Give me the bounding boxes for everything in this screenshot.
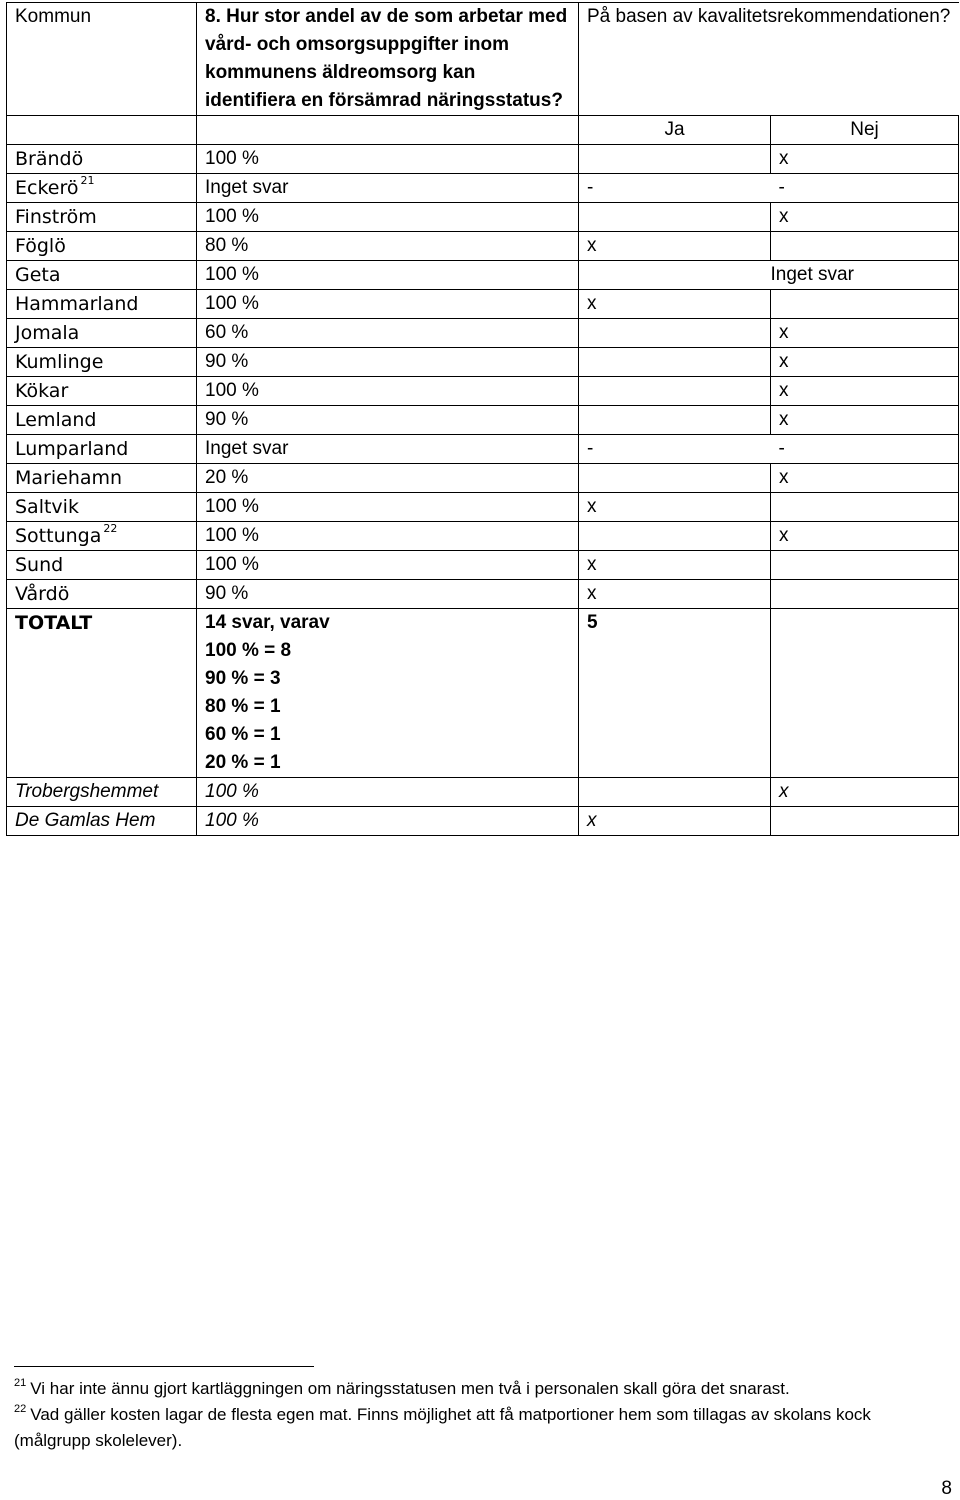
subheader-row [7, 116, 959, 145]
table-row [7, 551, 959, 580]
totalt-line: 20 % = 1 [205, 752, 281, 773]
header-basis: På basen av kavalitetsrekommendationen? [579, 3, 959, 116]
kommun-name: Brändö [15, 148, 84, 170]
header-row [7, 3, 959, 116]
kommun-cell [7, 174, 197, 203]
totalt-label: TOTALT [7, 609, 197, 778]
andel-cell: 100 % [197, 522, 579, 551]
ja-cell [579, 203, 771, 232]
kommun-cell [7, 551, 197, 580]
table-row [7, 377, 959, 406]
footnote-21 [14, 1376, 944, 1402]
nej-cell [771, 580, 959, 609]
nej-cell: Inget svar [771, 261, 959, 290]
totalt-nej [771, 609, 959, 778]
table-row [7, 261, 959, 290]
kommun-name: Mariehamn [15, 467, 123, 489]
andel-cell: 100 % [197, 807, 579, 836]
kommun-cell [7, 290, 197, 319]
footnote-text: Vad gäller kosten lagar de flesta egen mat. Finns möjlighet att få matportioner hem som tillagas av skolans kock (målgrupp skolelever). [14, 1405, 871, 1450]
kommun-name: Sottunga [15, 525, 102, 547]
nej-cell: x [771, 377, 959, 406]
table-row [7, 464, 959, 493]
kommun-name: Jomala [15, 322, 80, 344]
footnote-22 [14, 1402, 944, 1454]
kommun-cell [7, 522, 197, 551]
kommun-cell [7, 377, 197, 406]
nej-cell: x [771, 522, 959, 551]
ja-cell [579, 406, 771, 435]
nej-cell [771, 290, 959, 319]
andel-cell: 100 % [197, 551, 579, 580]
kommun-cell [7, 232, 197, 261]
footnote-text: Vi har inte ännu gjort kartläggningen om näringsstatusen men två i personalen skall göra det snarast. [30, 1379, 790, 1398]
nej-cell: x [771, 778, 959, 807]
table-row [7, 232, 959, 261]
andel-cell: Inget svar [197, 435, 579, 464]
kommun-cell [7, 145, 197, 174]
header-ja: Ja [579, 116, 771, 145]
kommun-name: Hammarland [15, 293, 139, 315]
nej-cell: x [771, 319, 959, 348]
header-nej: Nej [771, 116, 959, 145]
totalt-line: 60 % = 1 [205, 724, 281, 745]
table-row [7, 174, 959, 203]
nej-cell [771, 551, 959, 580]
ja-cell [579, 261, 771, 290]
table-row [7, 435, 959, 464]
kommun-name: Kökar [15, 380, 69, 402]
kommun-cell [7, 464, 197, 493]
andel-cell: 100 % [197, 493, 579, 522]
ja-cell: - [579, 435, 771, 464]
totalt-row [7, 609, 959, 778]
ja-cell: x [579, 232, 771, 261]
andel-cell: 20 % [197, 464, 579, 493]
andel-cell: 90 % [197, 348, 579, 377]
ja-cell: x [579, 580, 771, 609]
footnote-ref: 22 [103, 522, 118, 535]
kommun-name: Sund [15, 554, 64, 576]
table-row [7, 406, 959, 435]
ja-cell [579, 319, 771, 348]
andel-cell: 100 % [197, 290, 579, 319]
andel-cell: Inget svar [197, 174, 579, 203]
table-row [7, 778, 959, 807]
nej-cell [771, 493, 959, 522]
ja-cell: x [579, 807, 771, 836]
table-row [7, 493, 959, 522]
kommun-cell [7, 348, 197, 377]
kommun-cell: Trobergshemmet [7, 778, 197, 807]
andel-cell: 100 % [197, 203, 579, 232]
kommun-cell: De Gamlas Hem [7, 807, 197, 836]
ja-cell [579, 522, 771, 551]
table-row [7, 145, 959, 174]
ja-cell: x [579, 551, 771, 580]
ja-cell [579, 348, 771, 377]
totalt-line: 90 % = 3 [205, 668, 281, 689]
kommun-name: Lumparland [15, 438, 129, 460]
page-number: 8 [941, 1478, 952, 1499]
kommun-name: Eckerö [15, 177, 79, 199]
andel-cell: 100 % [197, 261, 579, 290]
nej-cell: x [771, 348, 959, 377]
footnote-number: 22 [14, 1403, 27, 1415]
kommun-name: Kumlinge [15, 351, 104, 373]
kommun-cell [7, 493, 197, 522]
andel-cell: 90 % [197, 406, 579, 435]
totalt-ja: 5 [579, 609, 771, 778]
andel-cell: 100 % [197, 145, 579, 174]
nej-cell: - [771, 174, 959, 203]
nej-cell: x [771, 406, 959, 435]
ja-cell: x [579, 493, 771, 522]
nej-cell: - [771, 435, 959, 464]
kommun-cell [7, 435, 197, 464]
table-row [7, 807, 959, 836]
table-row [7, 580, 959, 609]
totalt-summary [197, 609, 579, 778]
andel-cell: 80 % [197, 232, 579, 261]
table-row [7, 348, 959, 377]
totalt-line: 14 svar, varav [205, 612, 330, 633]
andel-cell: 100 % [197, 377, 579, 406]
kommun-cell [7, 580, 197, 609]
results-table [6, 2, 959, 836]
kommun-name: Geta [15, 264, 61, 286]
table-row [7, 203, 959, 232]
footnotes [14, 1376, 944, 1454]
nej-cell: x [771, 464, 959, 493]
table-row [7, 319, 959, 348]
kommun-name: Finström [15, 206, 97, 228]
kommun-cell [7, 261, 197, 290]
footnote-ref: 21 [80, 174, 95, 187]
ja-cell [579, 145, 771, 174]
totalt-line: 80 % = 1 [205, 696, 281, 717]
nej-cell: x [771, 203, 959, 232]
nej-cell [771, 232, 959, 261]
header-kommun: Kommun [7, 3, 197, 116]
totalt-line: 100 % = 8 [205, 640, 292, 661]
kommun-cell [7, 203, 197, 232]
nej-cell [771, 807, 959, 836]
ja-cell [579, 778, 771, 807]
ja-cell: - [579, 174, 771, 203]
table-row [7, 290, 959, 319]
andel-cell: 60 % [197, 319, 579, 348]
ja-cell [579, 377, 771, 406]
andel-cell: 100 % [197, 778, 579, 807]
footnote-divider [14, 1366, 314, 1367]
kommun-name: Vårdö [15, 583, 70, 605]
nej-cell: x [771, 145, 959, 174]
andel-cell: 90 % [197, 580, 579, 609]
subheader-empty-2 [197, 116, 579, 145]
table-row [7, 522, 959, 551]
kommun-cell [7, 406, 197, 435]
subheader-empty-1 [7, 116, 197, 145]
kommun-name: Lemland [15, 409, 97, 431]
footnote-number: 21 [14, 1377, 27, 1389]
kommun-cell [7, 319, 197, 348]
kommun-name: Föglö [15, 235, 66, 257]
ja-cell: x [579, 290, 771, 319]
ja-cell [579, 464, 771, 493]
kommun-name: Saltvik [15, 496, 79, 518]
header-question: 8. Hur stor andel av de som arbetar med vård- och omsorgsuppgifter inom kommunens äldreomsorg kan identifiera en försämrad näringsstatus? [197, 3, 579, 116]
